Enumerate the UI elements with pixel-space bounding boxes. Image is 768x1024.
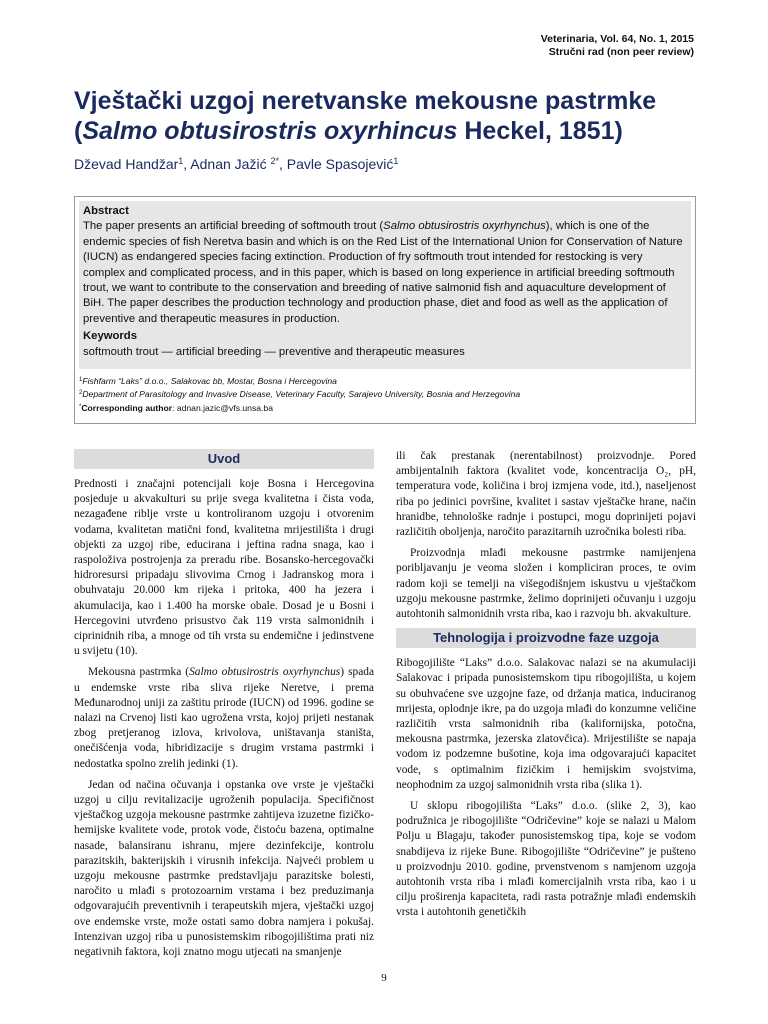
abstract-text xyxy=(83,220,683,324)
paper-title xyxy=(74,86,714,146)
left-column xyxy=(74,449,374,966)
section-heading-tehnologija: Tehnologija i proizvodne faze uzgoja xyxy=(396,628,696,648)
paragraph-text: Mekousna pastrmka ( xyxy=(88,666,190,679)
corr-email: : adnan.jazic@vfs.unsa.ba xyxy=(172,402,273,413)
affiliation-1 xyxy=(79,374,691,387)
paragraph-species: Salmo obtusirostris oxyrhynchus xyxy=(189,666,341,679)
abstract-text-a: The paper presents an artificial breeding of softmouth trout ( xyxy=(83,220,384,233)
author-3-sup: 1 xyxy=(393,156,399,166)
affiliation-2 xyxy=(79,387,691,400)
title-line1: Vještački uzgoj neretvanske mekousne pastrmke xyxy=(74,87,657,115)
paragraph: Ribogojilište “Laks” d.o.o. Salakovac nalazi se na akumulaciji Salakovac i pripada punosistemskom tipu ribogojilišta, u kojem su obuhvaćene sve uzgojne faze, od držanja matica, induciranog mrijesta, oplodnje ikre, pa do uzgoja mlađi do konzumne veličine različitih vrsta salmonidnih riba (kalifornijska, potočna, mekousna pastrmka, jezerska zlatovčica). Mrijestilište se napaja vodom iz podzemne bušotine, koja ima odgovarajući kapacitet vode, s optimalnim fizičkim i hemijskim svojstvima, neophodnim za uzgoj salmonidnih vrsta riba (slika 1). xyxy=(396,657,696,791)
keywords: softmouth trout — artificial breeding — preventive and therapeutic measures xyxy=(83,345,465,358)
abstract-heading: Abstract xyxy=(83,205,129,217)
paragraph: U sklopu ribogojilišta “Laks” d.o.o. (slike 2, 3), kao podružnica je ribogojilište “Odričevine” koje se nalazi u Malom Polju u Blagaju, također punosistemskog tipa, koje se vodom snabdijeva iz rijeke Bune. Ribogojilište “Odričevine” je pušteno u proizvodnju 2010. godine, prvenstvenom s namjenom uzgoja autohtonih vrsta riba i mlađi komercijalnih vrsta riba, kao i u cilju proširenja kapaciteta, radi rasta potražnje mlađi endemskih vrsta i autohtonih genetičkih xyxy=(396,800,696,919)
author-3: , Pavle Spasojević xyxy=(278,156,394,172)
paragraph xyxy=(74,665,374,771)
paragraph: Proizvodnja mlađi mekousne pastrmke namijenjena poribljavanju je veoma složen i kompliciran proces, te ovim radom koji se temelji na višegodišnjem iskustvu u vještačkom uzgoju mekousne pastrmke, želimo doprinijeti očuvanju i uzgoju autohtonih salmonidnih vrsta riba, kao i razvoju bh. akvakulture. xyxy=(396,547,696,621)
article-type: Stručni rad (non peer review) xyxy=(548,46,694,58)
title-rest: Heckel, 1851) xyxy=(457,117,623,145)
affiliation-2-sup: 2 xyxy=(79,390,83,397)
corr-mark: * xyxy=(79,403,82,410)
title-paren: ( xyxy=(74,117,83,145)
abstract xyxy=(79,201,691,369)
author-1: Dževad Handžar xyxy=(74,156,179,172)
author-2-sup: 2* xyxy=(270,156,279,166)
paragraph-text: ) spada u endemske vrste riba sliva rijeke Neretve, i prema Međunarodnoj uniji za zaštitu prirode (IUCN) od 1996. godine se nalazi na Crvenoj listi kao ugrožena vrsta, kojoj prijeti nestanak zbog pretjeranog izlova, krivolova, uništavanja staništa, onečišćenja voda, hibridizacije s drugim vrstama pastrmki i nedostatka spolno zrelih jedinki (1). xyxy=(74,666,375,770)
right-column xyxy=(396,449,696,927)
section-heading-uvod: Uvod xyxy=(74,449,374,469)
paragraph: ili čak prestanak (nerentabilnost) proizvodnje. Pored ambijentalnih faktora (kvalitet vode, koncentracija O₂, pH, temperatura vode, količina i broj izmjena vode, itd.), naseljenost riba po jedinici površine, kvalitet i sastav vještačke hrane, način hranidbe, tehnološke radnje i postupci, mogu doprinijeti pojavi različitih oboljenja, naročito parazitarnih uzročnika bolesti riba. xyxy=(396,450,696,539)
journal-header xyxy=(541,33,694,59)
author-list xyxy=(74,156,398,172)
keywords-heading: Keywords xyxy=(83,330,137,343)
page-number: 9 xyxy=(381,972,387,984)
paragraph: Jedan od načina očuvanja i opstanka ove vrste je vještački uzgoj u cilju revitalizacije ugroženih populacija. Specifičnost vještačkog uzgoja mekousne pastrmke zahtijeva izuzetne fizičko-hemijske kvalitete vode, protok vode, čistoću bazena, optimalne nasade, balansiranu ishranu, mjere dezinfekcije, kontrolu parazitskih, bakterijskih i virusnih infekcija. Najveći problem u uzgoju mekousne pastrmke predstavljaju parazitske bolesti, naročito u mlađi s protozoarnim vrstama i bez preduzimanja odgovarajućih preventivnih i terapeutskih mjera, vještački uzgoj ove endemske vrste, može ostati samo dobra namjera i pokušaj. Intenzivan uzgoj riba u punosistemskim ribogojilištima prati niz negativnih faktora, koji znatno mogu utjecati na smanjenje xyxy=(74,778,374,959)
affiliation-1-sup: 1 xyxy=(79,377,83,383)
author-2: , Adnan Jažić xyxy=(183,156,271,172)
abstract-text-b: ), which is one of the endemic species of fish Neretva basin and which is on the Red List of the International Union for Conservation of Nature (IUCN) as endangered species facing extinction. Production of fry softmouth trout intended for restocking is very complex and complicated process, and in this paper, which is based on long experience in artificial breeding softmouth trout, we want to contribute to the conservation and breeding of native salmonid fish and aquaculture development of BiH. The paper describes the production technology and production phase, diet and food as well as the application of preventive and therapeutic measures in production. xyxy=(83,220,683,325)
affiliation-1-text: Fishfarm “Laks” d.o.o., Salakovac bb, Mostar, Bosna i Hercegovina xyxy=(82,376,337,386)
title-species: Salmo obtusirostris oxyrhincus xyxy=(82,117,458,145)
corresponding-author xyxy=(79,401,691,414)
journal-citation: Veterinaria, Vol. 64, No. 1, 2015 xyxy=(540,33,694,45)
affiliation-2-text: Department of Parasitology and Invasive Disease, Veterinary Faculty, Sarajevo University, Bosnia and Herzegovina xyxy=(82,389,521,400)
affiliations xyxy=(79,374,691,414)
corr-label: Corresponding author xyxy=(81,402,173,413)
paragraph: Prednosti i značajni potencijali koje Bosna i Hercegovina posjeduje u akvakulturi su prije svega kvalitetna i čista voda, nezagađene riblje vrste u kontroliranom uzgoju i otvorenim vodama, kvalitetan matični fond, kvalitetna mrijestilišta i drugi objekti za uzgoj ribe, educirana i jeftina radna snaga, kao i raspoloživa postrojenja za preradu ribe. Bosansko-hercegovački hidroresursi pripadaju slivovima Crnog i Jadranskog mora i obuhvataju 20.000 km rijeka i pritoka, 400 ha jezera i akumulacija, kao i 1.400 ha morske obale. Dosad je u Bosni i Hercegovini utvrđeno prisustvo čak 119 vrsta salmonidnih i ciprinidnih riba, a mnoge od tih vrsta su endemične i jedinstvene u svijetu (10). xyxy=(74,478,374,658)
abstract-species: Salmo obtusirostris oxyrhynchus xyxy=(383,220,546,233)
author-1-sup: 1 xyxy=(178,156,184,166)
abstract-box xyxy=(74,196,696,424)
